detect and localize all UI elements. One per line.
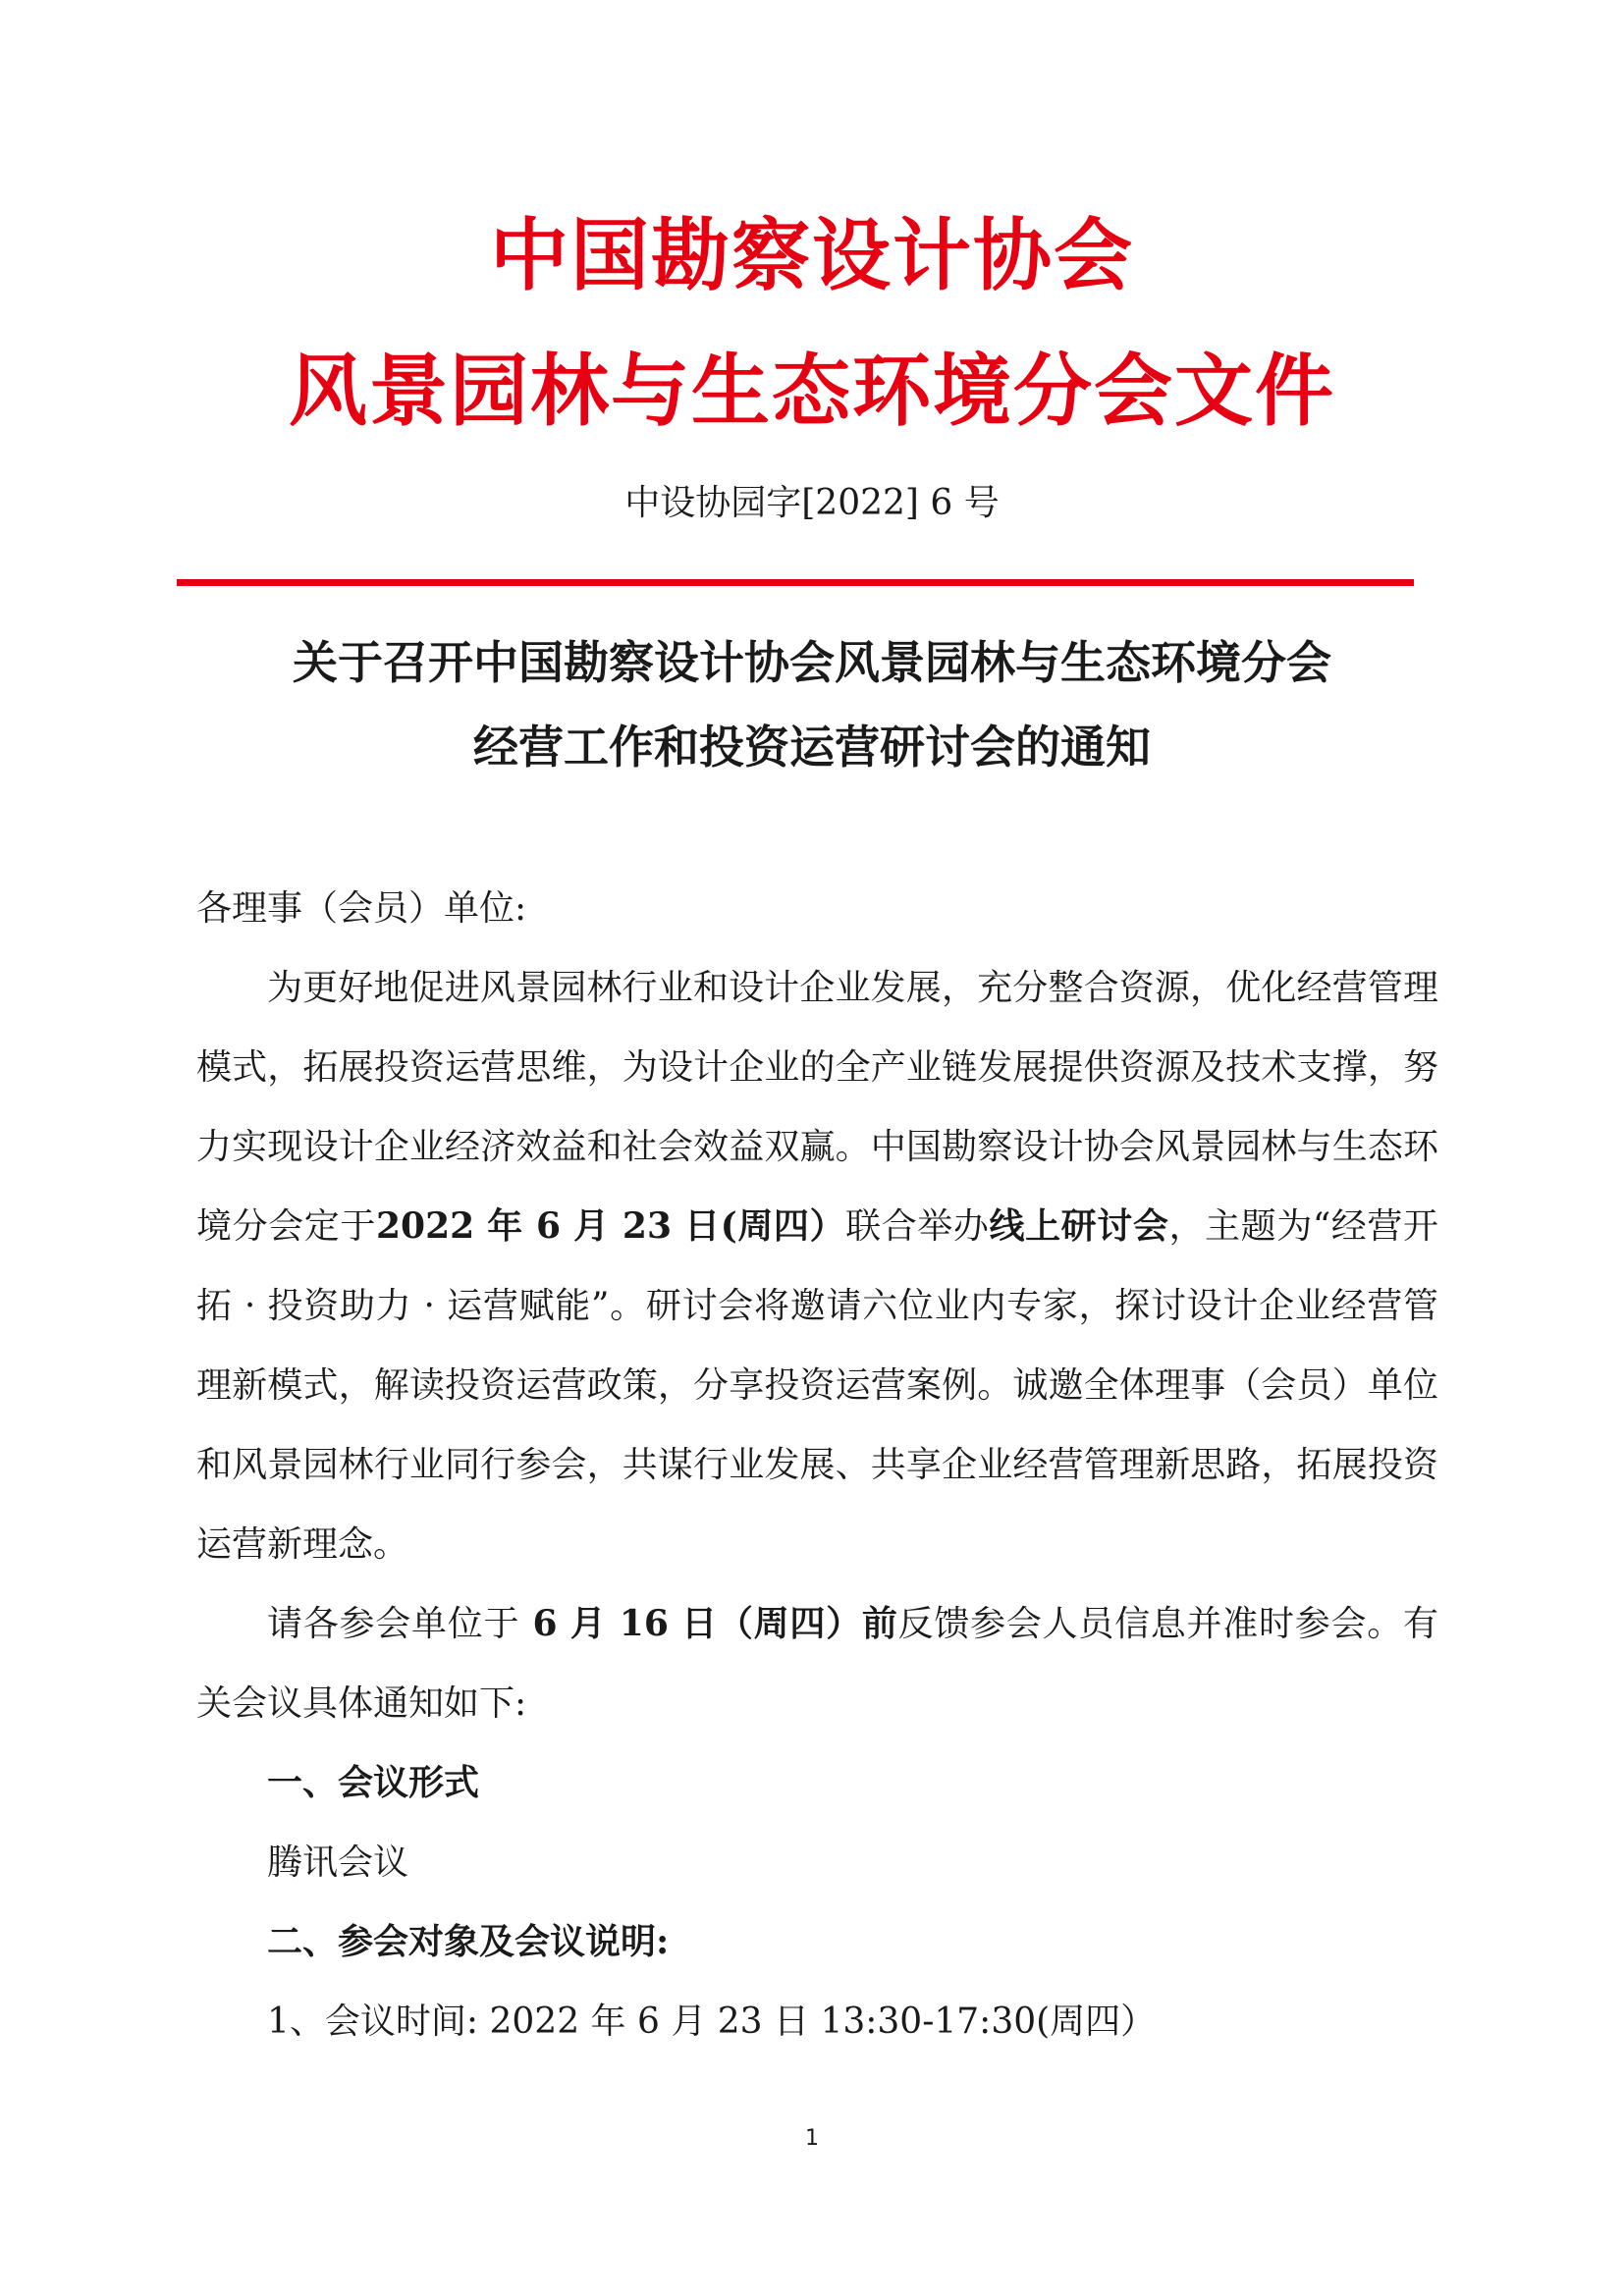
- section-1-heading: 一、会议形式: [267, 1762, 480, 1803]
- online-seminar-highlight: 线上研讨会: [989, 1205, 1169, 1247]
- document-header-line-2: 风景园林与生态环境分会文件: [289, 345, 1335, 437]
- header-divider-line: [177, 579, 1414, 586]
- notice-title-line-2: 经营工作和投资运营研讨会的通知: [473, 721, 1151, 774]
- page-number: 1: [805, 2126, 819, 2151]
- deadline-highlight: 6 月 16 日（周四）前: [519, 1603, 898, 1644]
- document-number: 中设协园字[2022] 6 号: [624, 483, 1000, 523]
- section-2-heading: 二、参会对象及会议说明:: [267, 1921, 670, 1962]
- paragraph-intro-text-3: ，主题为“经营开拓 · 投资助力 · 运营赋能”。研讨会将邀请六位业内专家，探讨设计企业经营管理新模式，解读投资运营政策，分享投资运营案例。诚邀全体理事（会员）单位和风景园林行业同行参会，共谋行业发展、共享企业经营管理新思路，拓展投资运营新理念。: [196, 1206, 1438, 1565]
- paragraph-intro-text-2: 联合举办: [845, 1206, 990, 1247]
- document-header-line-1: 中国勘察设计协会: [490, 209, 1134, 301]
- paragraph-intro: [196, 948, 1438, 1584]
- section-1-text: 腾讯会议: [267, 1842, 409, 1883]
- paragraph-deadline-text-2: 反馈参会人员信息并准时参会。有关会议具体通知如下:: [196, 1604, 1438, 1724]
- item-1-meeting-time: 1、会议时间: 2022 年 6 月 23 日 13:30-17:30(周四）: [267, 2002, 1157, 2042]
- paragraph-deadline-text-1: 请各参会单位于: [267, 1604, 520, 1644]
- paragraph-deadline: [196, 1584, 1438, 1743]
- notice-body: [196, 869, 1438, 2061]
- notice-title-line-1: 关于召开中国勘察设计协会风景园林与生态环境分会: [293, 636, 1331, 689]
- salutation: 各理事（会员）单位:: [196, 888, 527, 929]
- paragraph-intro-text-1: 为更好地促进风景园林行业和设计企业发展，充分整合资源，优化经营管理模式，拓展投资运营思维，为设计企业的全产业链发展提供资源及技术支撑，努力实现设计企业经济效益和社会效益双赢。中国勘察设计协会风景园林与生态环境分会定于: [196, 968, 1438, 1247]
- meeting-date-highlight: 2022 年 6 月 23 日(周四）: [375, 1205, 846, 1247]
